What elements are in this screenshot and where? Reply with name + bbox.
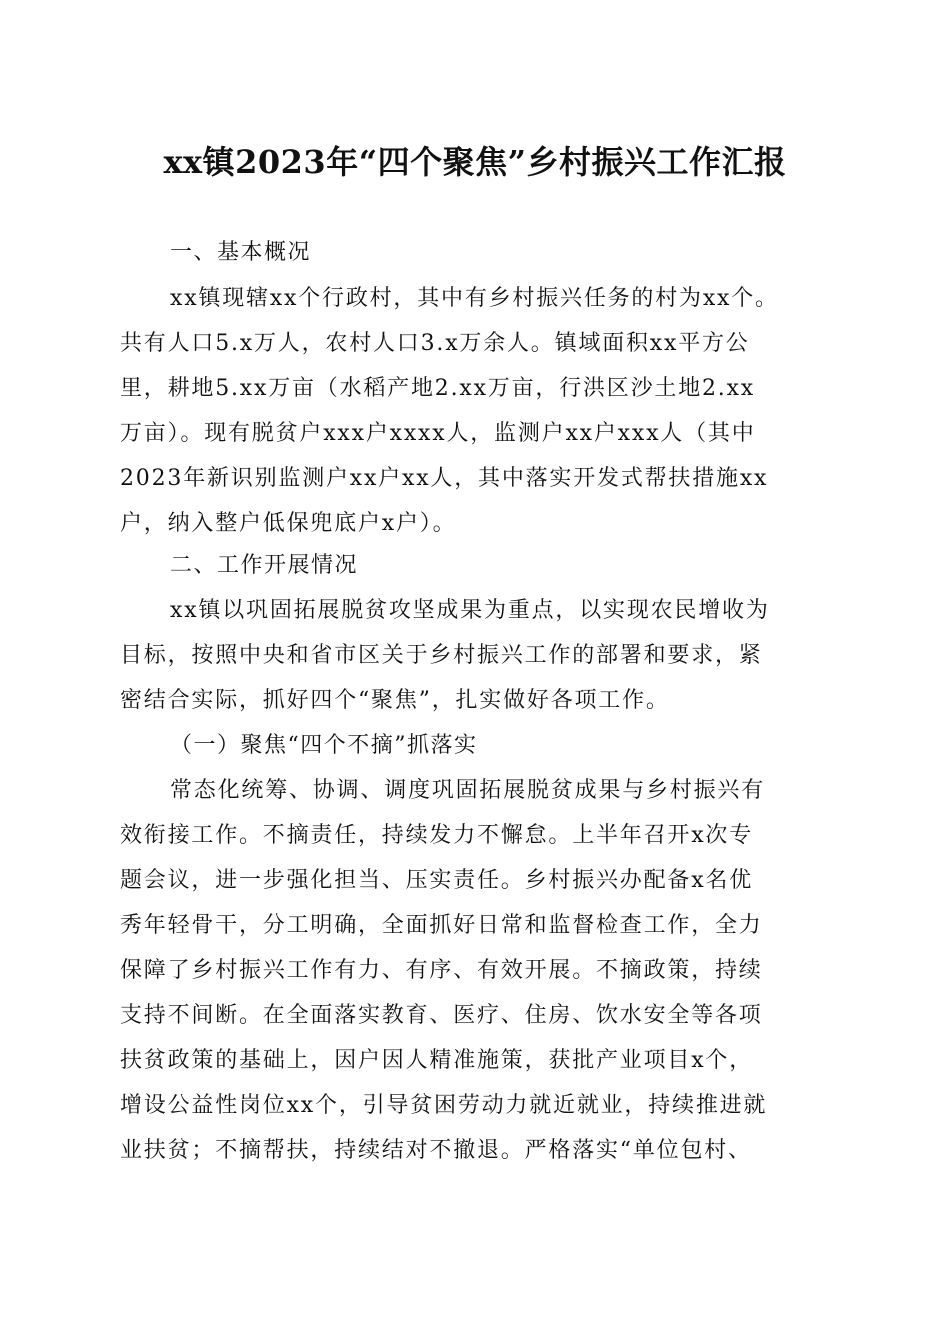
paragraph-line: 业扶贫；不摘帮扶，持续结对不撤退。严格落实“单位包村、: [120, 1138, 752, 1163]
paragraph-line: 目标，按照中央和省市区关于乡村振兴工作的部署和要求，紧: [120, 643, 763, 668]
paragraph-line: 题会议，进一步强化担当、压实责任。乡村振兴办配备x名优: [120, 868, 754, 893]
subsection-heading-four-no-removals: （一）聚焦“四个不摘”抓落实: [170, 733, 478, 758]
paragraph-line: 万亩）。现有脱贫户xxx户xxxx人，监测户xx户xxx人（其中: [120, 421, 756, 446]
paragraph-line: 扶贫政策的基础上，因户因人精准施策，获批产业项目x个，: [120, 1048, 754, 1073]
paragraph-line: 共有人口5.x万人，农村人口3.x万余人。镇域面积xx平方公: [120, 331, 750, 356]
section-work-progress-paragraph: [120, 588, 830, 723]
paragraph-line: 户，纳入整户低保兜底户x户）。: [120, 511, 457, 536]
paragraph-line: 保障了乡村振兴工作有力、有序、有效开展。不摘政策，持续: [120, 958, 763, 983]
paragraph-line: 效衔接工作。不摘责任，持续发力不懈怠。上半年召开x次专: [120, 823, 754, 848]
section-basic-overview-paragraph: [120, 276, 830, 546]
section-heading-work-progress: 二、工作开展情况: [170, 553, 359, 578]
paragraph-line: 2023年新识别监测户xx户xx人，其中落实开发式帮扶措施xx: [120, 466, 769, 491]
section-heading-basic-overview: 一、基本概况: [170, 240, 312, 265]
paragraph-line: xx镇现辖xx个行政村，其中有乡村振兴任务的村为xx个。: [170, 286, 779, 311]
paragraph-line: 密结合实际，抓好四个“聚焦”，扎实做好各项工作。: [120, 688, 670, 713]
paragraph-line: 秀年轻骨干，分工明确，全面抓好日常和监督检查工作，全力: [120, 913, 763, 938]
paragraph-line: xx镇以巩固拓展脱贫攻坚成果为重点，以实现农民增收为: [170, 598, 770, 623]
document-title: xx镇2023年“四个聚焦”乡村振兴工作汇报: [163, 143, 787, 181]
paragraph-line: 支持不间断。在全面落实教育、医疗、住房、饮水安全等各项: [120, 1003, 763, 1028]
paragraph-line: 增设公益性岗位xx个，引导贫困劳动力就近就业，持续推进就: [120, 1093, 768, 1118]
subsection-four-no-removals-paragraph: [120, 768, 830, 1173]
paragraph-line: 常态化统筹、协调、调度巩固拓展脱贫成果与乡村振兴有: [170, 778, 766, 803]
paragraph-line: 里，耕地5.xx万亩（水稻产地2.xx万亩，行洪区沙土地2.xx: [120, 376, 756, 401]
